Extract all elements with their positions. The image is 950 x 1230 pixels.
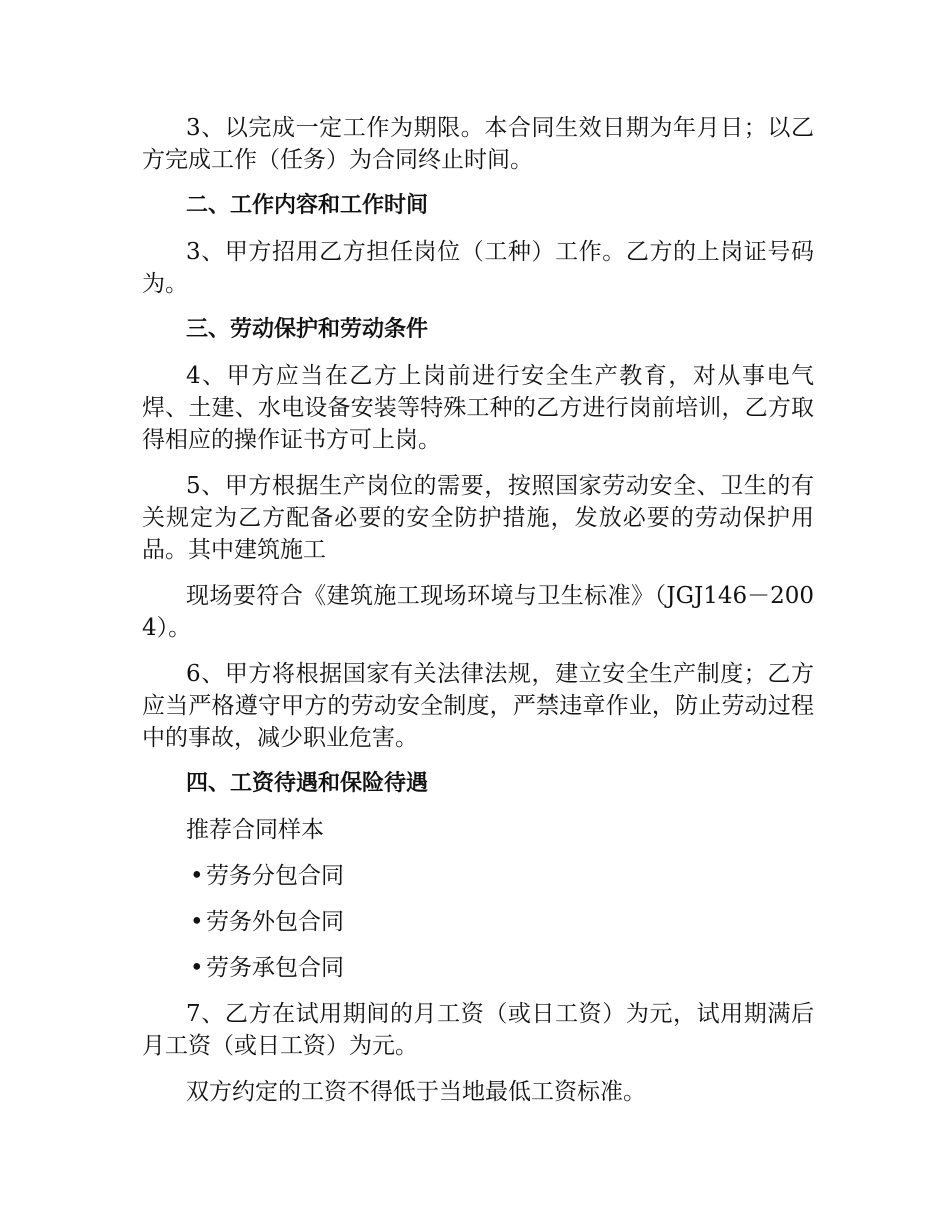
recommend-label: 推荐合同样本 xyxy=(186,817,324,843)
recommended-contract-list xyxy=(142,860,814,984)
bullet-icon: • xyxy=(190,955,204,981)
section-heading-work-content: 二、工作内容和工作时间 xyxy=(186,193,429,218)
bullet-icon: • xyxy=(190,863,204,889)
recommended-contract-label[interactable]: 劳务分包合同 xyxy=(206,863,344,889)
paragraph-term-completion: 3、以完成一定工作为期限。本合同生效日期为年月日；以乙方完成工作（任务）为合同终止时间。 xyxy=(142,115,814,173)
paragraph-position: 3、甲方招用乙方担任岗位（工种）工作。乙方的上岗证号码为。 xyxy=(142,239,814,297)
paragraph-wages: 7、乙方在试用期间的月工资（或日工资）为元，试用期满后月工资（或日工资）为元。 xyxy=(142,1001,814,1059)
recommended-contract-link[interactable] xyxy=(142,860,814,892)
recommended-contract-label[interactable]: 劳务承包合同 xyxy=(206,955,344,981)
document-page xyxy=(142,112,814,1122)
recommended-contract-link[interactable] xyxy=(142,906,814,938)
recommended-contract-label[interactable]: 劳务外包合同 xyxy=(206,909,344,935)
recommended-contract-link[interactable] xyxy=(142,952,814,984)
paragraph-protective-measures: 5、甲方根据生产岗位的需要，按照国家劳动安全、卫生的有关规定为乙方配备必要的安全防护措施，发放必要的劳动保护用品。其中建筑施工 xyxy=(142,473,814,563)
section-heading-labor-protection: 三、劳动保护和劳动条件 xyxy=(186,317,429,342)
paragraph-safety-education: 4、甲方应当在乙方上岗前进行安全生产教育，对从事电气焊、土建、水电设备安装等特殊工种的乙方进行岗前培训，乙方取得相应的操作证书方可上岗。 xyxy=(142,363,814,453)
section-heading-wages: 四、工资待遇和保险待遇 xyxy=(186,771,429,796)
paragraph-minimum-wage: 双方约定的工资不得低于当地最低工资标准。 xyxy=(186,1079,646,1105)
paragraph-safety-system: 6、甲方将根据国家有关法律法规，建立安全生产制度；乙方应当严格遵守甲方的劳动安全制度，严禁违章作业，防止劳动过程中的事故，减少职业危害。 xyxy=(142,661,814,751)
paragraph-site-standard: 现场要符合《建筑施工现场环境与卫生标准》（JGJ146－2004）。 xyxy=(142,583,814,641)
bullet-icon: • xyxy=(190,909,204,935)
